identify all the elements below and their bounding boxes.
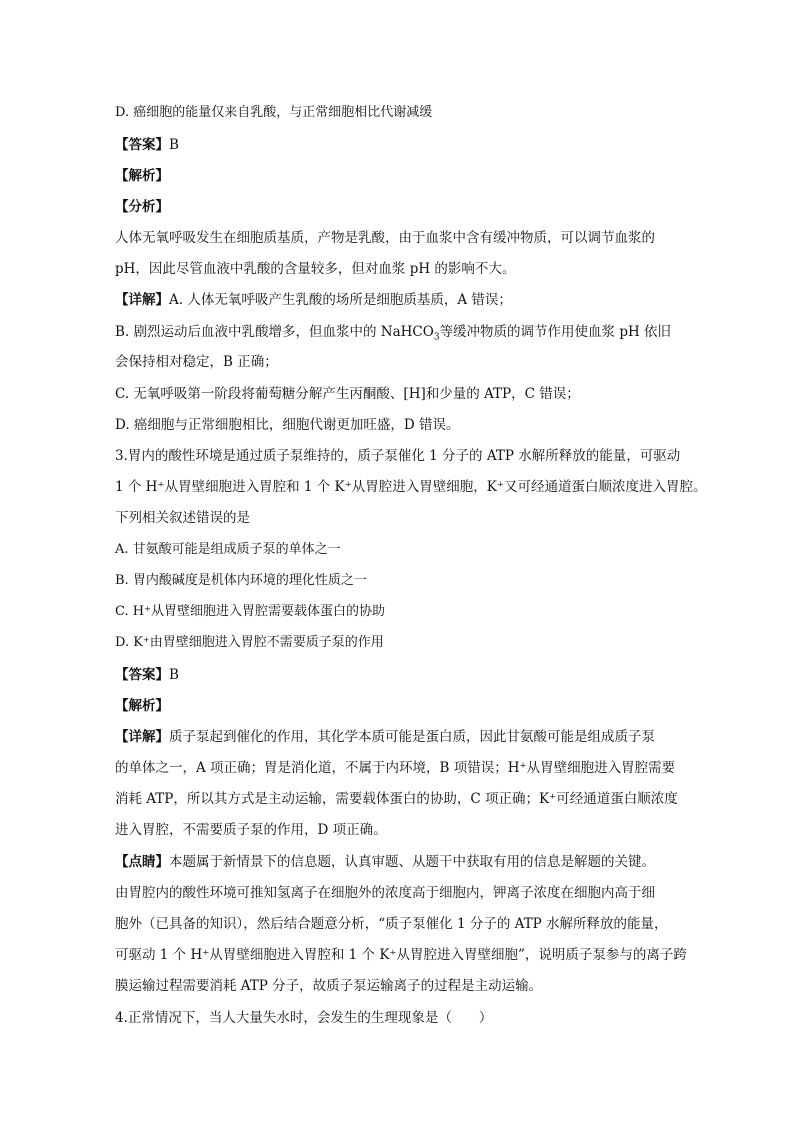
detail-line: 【详解】质子泵起到催化的作用，其化学本质可能是蛋白质，因此甘氨酸可能是组成质子泵 xyxy=(115,729,655,745)
paragraph-line: D. 癌细胞与正常细胞相比，细胞代谢更加旺盛，D 错误。 xyxy=(115,417,460,433)
paragraph-line: 胞外（已具备的知识），然后结合题意分析，“质子泵催化 1 分子的 ATP 水解所释放的能量， xyxy=(115,916,668,932)
question-3-line: 1 个 H⁺从胃壁细胞进入胃腔和 1 个 K⁺从胃腔进入胃壁细胞，K⁺又可经通道蛋白顺浓度进入胃腔。 xyxy=(115,479,707,495)
paragraph-line: 膜运输过程需要消耗 ATP 分子，故质子泵运输离子的过程是主动运输。 xyxy=(115,978,543,994)
paragraph-line: C. 无氧呼吸第一阶段将葡萄糖分解产生丙酮酸、[H]和少量的 ATP，C 错误； xyxy=(115,386,580,402)
paragraph-line: 由胃腔内的酸性环境可推知氢离子在细胞外的浓度高于细胞内，钾离子浓度在细胞内高于细 xyxy=(115,885,655,901)
paragraph-line: 人体无氧呼吸发生在细胞质基质，产物是乳酸，由于血浆中含有缓冲物质，可以调节血浆的 xyxy=(115,230,655,246)
answer-line: 【答案】B xyxy=(115,137,179,153)
paragraph-line: 可驱动 1 个 H⁺从胃壁细胞进入胃腔和 1 个 K⁺从胃腔进入胃壁细胞”，说明质子泵参与的离子跨 xyxy=(115,947,687,963)
option-d: D. K⁺由胃壁细胞进入胃腔不需要质子泵的作用 xyxy=(115,635,384,650)
option-a: A. 甘氨酸可能是组成质子泵的单体之一 xyxy=(115,542,341,557)
paragraph-line: pH，因此尽管血液中乳酸的含量较多，但对血浆 pH 的影响不大。 xyxy=(115,261,516,277)
question-3-line: 3.胃内的酸性环境是通过质子泵维持的，质子泵催化 1 分子的 ATP 水解所释放的能量，可驱动 xyxy=(115,448,681,464)
paragraph-line: 会保持相对稳定，B 正确； xyxy=(115,354,278,370)
option-d-line: D. 癌细胞的能量仅来自乳酸，与正常细胞相比代谢减缓 xyxy=(115,105,433,120)
analysis-heading: 【解析】 xyxy=(115,168,169,184)
option-b: B. 胃内酸碱度是机体内环境的理化性质之一 xyxy=(115,573,367,588)
question-3-line: 下列相关叙述错误的是 xyxy=(115,510,250,526)
paragraph-line: B. 剧烈运动后血液中乳酸增多，但血浆中的 NaHCO$_3$等缓冲物质的调节作用使血浆 pH 依旧 xyxy=(115,324,672,343)
paragraph-line: 进入胃腔，不需要质子泵的作用，D 项正确。 xyxy=(115,822,387,838)
detail-line: 【详解】A. 人体无氧呼吸产生乳酸的场所是细胞质基质，A 错误； xyxy=(115,292,512,308)
answer-tag: 【答案】 xyxy=(115,137,169,153)
comment-line: 【点睛】本题属于新情景下的信息题，认真审题、从题干中获取有用的信息是解题的关键。 xyxy=(115,854,655,870)
paragraph-line: 的单体之一，A 项正确；胃是消化道，不属于内环境，B 项错误；H⁺从胃壁细胞进入胃腔需要 xyxy=(115,760,676,776)
fenxi-heading: 【分析】 xyxy=(115,199,169,215)
answer-line: 【答案】B xyxy=(115,667,179,683)
question-4-line: 4.正常情况下，当人大量失水时，会发生的生理现象是（ ） xyxy=(115,1010,493,1026)
paragraph-line: 消耗 ATP，所以其方式是主动运输，需要载体蛋白的协助，C 项正确；K⁺可经通道蛋白顺浓度 xyxy=(115,791,678,807)
option-c: C. H⁺从胃壁细胞进入胃腔需要载体蛋白的协助 xyxy=(115,604,385,619)
analysis-heading: 【解析】 xyxy=(115,698,169,714)
